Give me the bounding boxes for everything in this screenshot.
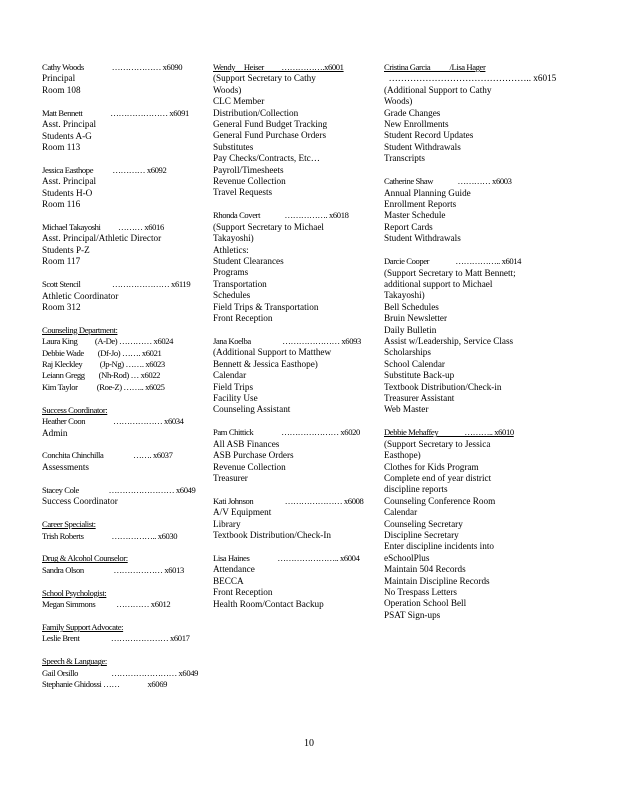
entry-line: Megan Simmons ………… x6012 [42, 599, 171, 610]
entry-line: School Calendar [384, 358, 445, 369]
entry-block [384, 256, 544, 416]
entry-line: eSchoolPlus [384, 552, 430, 563]
entry-line: Calendar [384, 507, 418, 518]
entry-line: Pay Checks/Contracts, Etc… [213, 153, 320, 164]
entry-line: New Enrollments [384, 119, 449, 130]
entry-block [384, 62, 557, 165]
entry-line: (Additional Support to Cathy [384, 84, 492, 95]
entry-line: Debbie Wade (Df-Jo) ……. x6021 [42, 347, 162, 358]
entry-line: Asst. Principal/Athletic Director [42, 233, 162, 244]
entry-line: Athletics: [213, 244, 249, 255]
entry-heading: Success Coordinator: [42, 404, 108, 415]
entry-heading: Catherine Shaw ………… x6003 [384, 176, 512, 187]
entry-block [42, 553, 202, 576]
entry-block [42, 108, 202, 154]
entry-line: Substitute Back-up [384, 370, 455, 381]
entry-heading: Jana Koelba ………………… x6093 [213, 335, 361, 346]
entry-line: Operation School Bell [384, 598, 467, 609]
entry-line: Health Room/Contact Backup [213, 598, 324, 609]
entry-line: Payroll/Timesheets [213, 164, 284, 175]
entry-block [42, 519, 202, 542]
entry-line: Principal [42, 73, 76, 84]
entry-line: Counseling Conference Room [384, 495, 496, 506]
entry-line: Student Withdrawals [384, 233, 461, 244]
entry-block [42, 279, 202, 313]
entry-line: Field Trips [213, 381, 254, 392]
entry-block [384, 427, 544, 621]
entry-heading: Conchita Chinchilla ……. x6037 [42, 450, 173, 461]
entry-block [42, 222, 202, 268]
entry-line: Student Clearances [213, 256, 284, 266]
column-3 [384, 62, 557, 633]
entry-line: Calendar [213, 370, 247, 381]
entry-line: additional support to Michael [384, 278, 493, 289]
entry-heading: Lisa Haines ………………….. x6004 [213, 552, 360, 563]
entry-line: Leiann Gregg (Nh-Rod) … x6022 [42, 370, 161, 381]
entry-line: Leslie Brent ………………… x6017 [42, 633, 190, 644]
entry-line: Distribution/Collection [213, 107, 299, 118]
entry-line: Schedules [213, 290, 251, 301]
entry-line: Easthope) [384, 450, 421, 461]
entry-line: Asst. Principal [42, 119, 97, 130]
entry-heading: Jessica Easthope ………… x6092 [42, 164, 167, 175]
entry-heading: Family Support Advocate: [42, 622, 124, 633]
entry-heading: Cristina Garcia /Lisa Hager [384, 62, 486, 72]
entry-line: Travel Requests [213, 187, 273, 198]
entry-line: Transcripts [384, 153, 426, 164]
entry-line: Room 113 [42, 141, 81, 152]
entry-line: Sandra Olson ……………… x6013 [42, 564, 184, 575]
entry-line: Trish Roberts …………….. x6030 [42, 530, 178, 541]
entry-block [42, 622, 202, 645]
entry-line: Counseling Secretary [384, 518, 463, 529]
entry-heading: Kati Johnson ………………… x6008 [213, 495, 364, 506]
entry-line: Room 117 [42, 256, 81, 267]
entry-line: Student Record Updates [384, 130, 474, 141]
entry-line: Heather Coon ……………… x6034 [42, 416, 184, 427]
entry-line: Students H-O [42, 187, 93, 198]
entry-heading: Scott Stencil ………………… x6119 [42, 279, 191, 290]
entry-line: Attendance [213, 564, 255, 575]
entry-line: Front Reception [213, 313, 273, 324]
entry-line: Programs [213, 267, 249, 278]
entry-line: Room 312 [42, 301, 81, 312]
entry-heading: Cathy Woods ……………… x6090 [42, 62, 183, 72]
entry-line: Woods) [384, 96, 413, 107]
entry-line: Textbook Distribution/Check-in [384, 381, 502, 392]
entry-line: (Support Secretary to Michael [213, 221, 324, 232]
entry-line: Room 108 [42, 84, 81, 95]
entry-line: (Support Secretary to Matt Bennett; [384, 267, 516, 278]
entry-line: Assessments [42, 461, 89, 472]
entry-block [42, 325, 202, 393]
entry-line: General Fund Purchase Orders [213, 130, 327, 141]
entry-block [213, 336, 378, 416]
entry-line: Enter discipline incidents into [384, 541, 494, 552]
entry-heading: Career Specialist: [42, 519, 96, 530]
entry-block [213, 210, 378, 324]
entry-heading: Darcie Cooper …………….. x6014 [384, 256, 522, 267]
entry-heading: Michael Takayoshi ……… x6016 [42, 221, 164, 232]
entry-line: Counseling Assistant [213, 404, 291, 415]
entry-line: Kim Taylor (Roe-Z) …….. x6025 [42, 381, 165, 392]
entry-block [213, 496, 378, 542]
entry-line: Substitutes [213, 141, 254, 152]
entry-block [42, 62, 202, 96]
entry-heading: Rhonda Covert ……………. x6018 [213, 210, 349, 221]
entry-line: Report Cards [384, 221, 433, 232]
entry-line: Treasurer [213, 472, 248, 483]
entry-heading: Debbie Mehaffey ……….. x6010 [384, 427, 514, 438]
column-2 [213, 62, 378, 621]
entry-line: Field Trips & Transportation [213, 301, 319, 312]
entry-line: Treasurer Assistant [384, 392, 455, 403]
entry-line: Master Schedule [384, 210, 446, 221]
entry-heading: School Psychologist: [42, 587, 107, 598]
entry-line: Textbook Distribution/Check-In [213, 530, 332, 541]
entry-block [42, 485, 202, 508]
entry-heading: Matt Bennett ………………… x6091 [42, 107, 189, 118]
entry-line: Front Reception [213, 587, 273, 598]
entry-line: ……………………………………….. x6015 [384, 73, 557, 84]
page-number: 10 [304, 738, 314, 749]
entry-line: Bell Schedules [384, 301, 439, 312]
entry-block [42, 588, 202, 611]
entry-line: Takayoshi) [213, 233, 254, 244]
entry-line: PSAT Sign-ups [384, 609, 441, 620]
entry-line: Assist w/Leadership, Service Class [384, 335, 514, 346]
entry-block [213, 427, 378, 484]
entry-heading: Wendy Heiser …………….x6001 [213, 62, 344, 72]
entry-line: Enrollment Reports [384, 198, 457, 209]
entry-line: Discipline Secretary [384, 529, 459, 540]
entry-line: Athletic Coordinator [42, 290, 119, 301]
entry-line: (Additional Support to Matthew [213, 347, 332, 358]
entry-line: Grade Changes [384, 107, 441, 118]
entry-line: Takayoshi) [384, 290, 425, 301]
entry-line: Revenue Collection [213, 461, 286, 472]
entry-heading: Drug & Alcohol Counselor: [42, 553, 128, 564]
entry-line: (Support Secretary to Cathy [213, 73, 316, 84]
entry-heading: Stacey Cole …………………… x6049 [42, 484, 196, 495]
entry-line: Students P-Z [42, 244, 90, 255]
entry-line: Asst. Principal [42, 176, 97, 187]
entry-line: General Fund Budget Tracking [213, 119, 328, 130]
entry-line: Scholarships [384, 347, 431, 358]
entry-line: Library [213, 518, 241, 529]
entry-line: Maintain Discipline Records [384, 575, 490, 586]
entry-line: All ASB Finances [213, 438, 280, 449]
entry-line: Complete end of year district [384, 472, 492, 483]
column-1 [42, 62, 202, 702]
entry-line: Annual Planning Guide [384, 187, 471, 198]
entry-line: Student Withdrawals [384, 141, 461, 152]
entry-line: Bennett & Jessica Easthope) [213, 358, 318, 369]
entry-line: Revenue Collection [213, 176, 286, 187]
entry-line: Daily Bulletin [384, 324, 437, 335]
entry-line: Raj Kleckley (Jp-Ng) ……. x6023 [42, 359, 165, 370]
entry-heading: Counseling Department: [42, 324, 118, 335]
entry-line: BECCA [213, 575, 244, 586]
entry-line: Facility Use [213, 392, 258, 403]
entry-line: Room 116 [42, 199, 81, 210]
entry-block [384, 176, 544, 244]
entry-line: Admin [42, 427, 68, 438]
entry-line: No Trespass Letters [384, 586, 457, 597]
entry-line: (Support Secretary to Jessica [384, 438, 491, 449]
entry-line: Students A-G [42, 130, 92, 141]
entry-block [42, 450, 202, 473]
entry-line: Web Master [384, 404, 429, 415]
entry-line: Clothes for Kids Program [384, 461, 479, 472]
entry-line: Maintain 504 Records [384, 564, 466, 575]
entry-line: Woods) [213, 84, 242, 95]
entry-heading: Pam Chittick ………………… x6020 [213, 427, 360, 438]
entry-line: Gail Orsillo …………………… x6049 [42, 667, 199, 678]
entry-block [213, 62, 378, 199]
entry-line: Laura King (A-De) ………… x6024 [42, 336, 174, 347]
entry-line: Success Coordinator [42, 496, 118, 507]
entry-line: ASB Purchase Orders [213, 450, 294, 461]
entry-line: discipline reports [384, 484, 448, 495]
entry-line: Stephanie Ghidossi …… x6069 [42, 679, 167, 690]
entry-line: A/V Equipment [213, 507, 272, 518]
entry-heading: Speech & Language: [42, 656, 107, 667]
entry-line: Transportation [213, 278, 267, 289]
entry-line: Bruin Newsletter [384, 313, 448, 324]
entry-block [42, 656, 202, 690]
entry-block [42, 165, 202, 211]
entry-line: CLC Member [213, 96, 265, 107]
entry-block [42, 405, 202, 439]
entry-block [213, 553, 378, 610]
